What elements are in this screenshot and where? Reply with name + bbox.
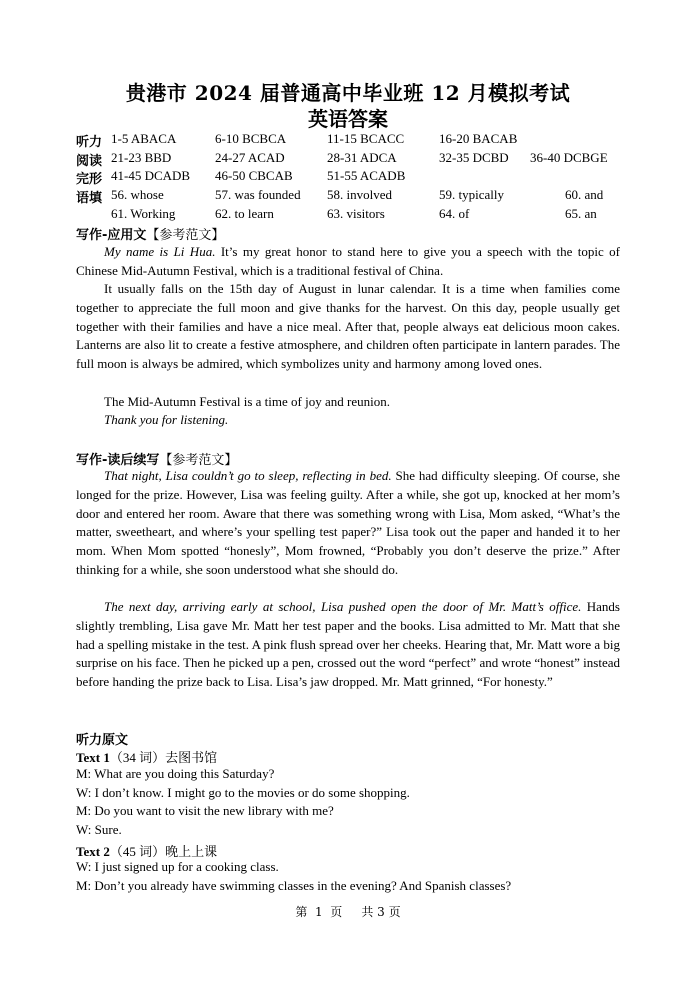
- transcript-line: W: I just signed up for a cooking class.: [76, 859, 279, 874]
- grammar-label: 语填: [76, 191, 103, 206]
- answer-cell: 21-23 BBD: [111, 150, 172, 165]
- text2-label: Text 2: [76, 844, 110, 859]
- answer-cell: 24-27 ACAD: [215, 150, 285, 165]
- answer-cell: 65. an: [565, 206, 597, 221]
- writing2-paragraph-1: [76, 467, 620, 580]
- answer-cell: 32-35 DCBD: [439, 150, 509, 165]
- text2-info: （45 词）晚上上课: [109, 844, 218, 859]
- transcript-line: W: Sure.: [76, 822, 122, 837]
- writing1-paragraph-2: It usually falls on the 15th day of August in lunar calendar. It is a time when families come together to appreciate the full moon and give thanks for the harvest. On this day, people usually get together with their families and have a nice meal. After that, people always eat delicious moon cakes. Lanterns are also lit to create a festive atmosphere, and children often participate in lantern parades. The full moon is always be admired, which symbolizes unity and harmony among loved ones.: [76, 281, 620, 372]
- writing1-heading-text: 写作-应用文: [76, 228, 147, 243]
- answer-cell: 16-20 BACAB: [439, 131, 518, 146]
- answer-cell: 6-10 BCBCA: [215, 131, 287, 146]
- reading-label: 阅读: [76, 154, 103, 169]
- cloze-label: 完形: [76, 172, 103, 187]
- writing2-p1-italic: That night, Lisa couldn’t go to sleep, reflecting in bed.: [104, 468, 392, 483]
- writing2-paragraph-2: [76, 598, 620, 692]
- text1-label: Text 1: [76, 750, 110, 765]
- writing1-paragraph-1: [76, 243, 620, 281]
- writing1-paragraph-3: The Mid-Autumn Festival is a time of joy and reunion.: [104, 394, 390, 409]
- answer-cell: 36-40 DCBGE: [530, 150, 608, 165]
- transcript-line: M: Do you want to visit the new library with me?: [76, 803, 334, 818]
- writing2-heading-text: 写作-读后续写: [76, 453, 160, 468]
- answer-cell: 58. involved: [327, 187, 392, 202]
- transcript-line: M: Don’t you already have swimming classes in the evening? And Spanish classes?: [76, 878, 512, 893]
- writing1-heading: [76, 224, 224, 243]
- text2-header: [76, 841, 217, 860]
- page-footer: 第 1 页 共 3 页: [295, 905, 401, 919]
- writing2-heading: [76, 449, 237, 468]
- answer-cell: 1-5 ABACA: [111, 131, 177, 146]
- answer-cell: 46-50 CBCAB: [215, 168, 293, 183]
- answer-cell: 56. whose: [111, 187, 164, 202]
- answer-cell: 59. typically: [439, 187, 504, 202]
- transcript-line: M: What are you doing this Saturday?: [76, 766, 275, 781]
- writing1-p1-italic: My name is Li Hua.: [104, 244, 216, 259]
- text1-info: （34 词）去图书馆: [109, 750, 218, 765]
- answer-cell: 60. and: [565, 187, 604, 202]
- transcript-line: W: I don’t know. I might go to the movies or do some shopping.: [76, 785, 410, 800]
- answer-cell: 62. to learn: [215, 206, 274, 221]
- page-title: 贵港市 2024 届普通高中毕业班 12 月模拟考试: [125, 81, 571, 105]
- writing2-p2-text: Hands slightly trembling, Lisa gave Mr. Matt her test paper and the books. Lisa admitted to Mr. Matt that she had a spelling mistake in the test. A pink flush spread over her cheeks. Hearing that, Mr. Matt wore a big surprise on his face. Then he picked up a pen, crossed out the word “perfect” and wrote “honest” instead before handing the prize back to Lisa. Lisa’s jaw dropped. Mr. Matt grinned, “For honesty.”: [76, 599, 620, 690]
- answer-cell: 57. was founded: [215, 187, 301, 202]
- answer-cell: 63. visitors: [327, 206, 385, 221]
- writing2-p2-italic: The next day, arriving early at school, Lisa pushed open the door of Mr. Matt’s office.: [104, 599, 582, 614]
- answer-cell: 51-55 ACADB: [327, 168, 406, 183]
- writing1-note: 【参考范文】: [146, 228, 225, 243]
- answer-cell: 11-15 BCACC: [327, 131, 405, 146]
- writing1-p4-italic: Thank you for listening.: [104, 412, 229, 427]
- listening-label: 听力: [76, 135, 103, 150]
- writing1-p1-text: It’s my great honor to stand here to give you a speech with the topic of Chinese Mid-Autumn Festival, which is a traditional festival of China.: [76, 244, 620, 278]
- answer-cell: 28-31 ADCA: [327, 150, 397, 165]
- text1-header: [76, 747, 217, 766]
- writing2-note: 【参考范文】: [159, 453, 238, 468]
- transcript-heading: 听力原文: [76, 733, 129, 748]
- writing1-paragraph-4: [76, 411, 620, 430]
- page-subtitle: 英语答案: [308, 107, 388, 131]
- answer-cell: 64. of: [439, 206, 470, 221]
- answer-cell: 41-45 DCADB: [111, 168, 191, 183]
- writing2-p1-text: She had difficulty sleeping. Of course, she longed for the prize. However, Lisa was feeling guilty. After a while, she got up, knocked at her mom’s door and entered her room. Aware that there was something wrong with Lisa, Mom asked, “What’s the matter, sweetheart, and where’s your spelling test paper?” Lisa took out the paper and handed it to her mom. When Mom spotted “honesly”, Mom frowned, “Probably you don’t deserve the prize.” After thinking for a while, she soon understood what she should do.: [76, 468, 620, 577]
- answer-cell: 61. Working: [111, 206, 176, 221]
